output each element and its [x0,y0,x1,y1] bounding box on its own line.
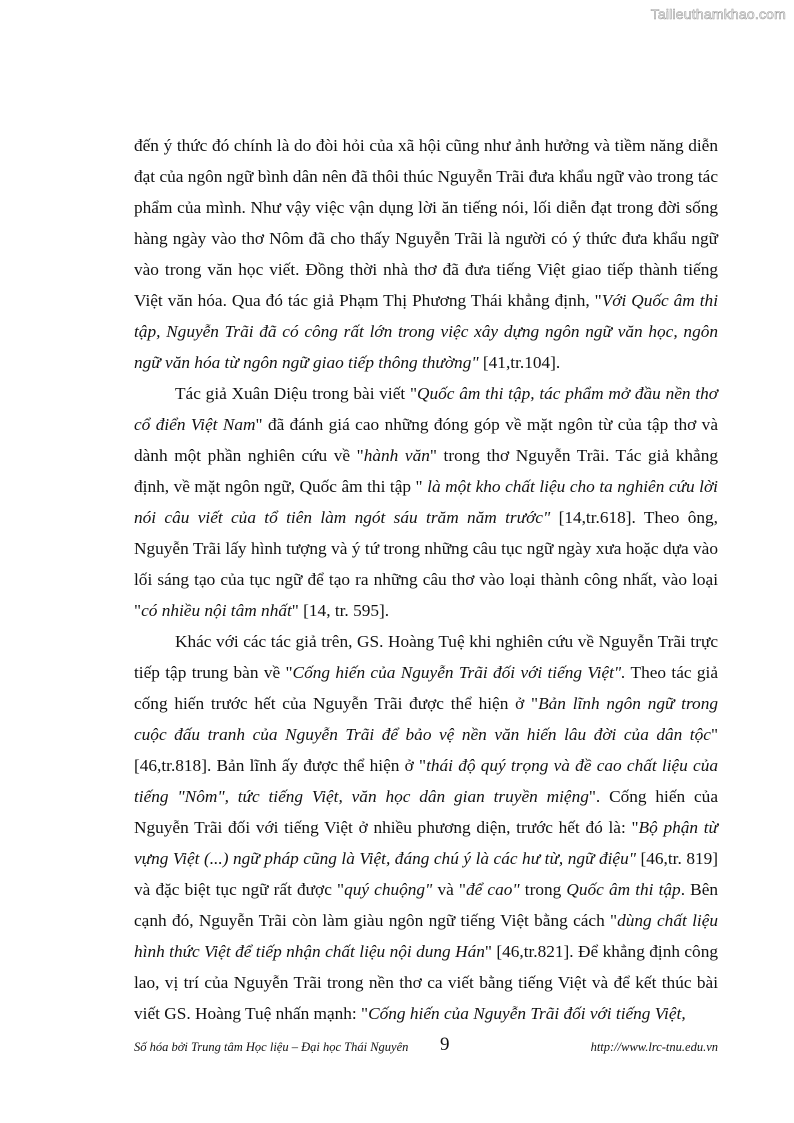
italic-run: Với Quốc âm thi tập, Nguyễn Trãi đã có công rất lớn trong việc xây dựng ngôn ngữ văn học, ngôn ngữ văn hóa từ ngôn ngữ giao tiếp thông thường" [134,291,718,372]
body-text [134,130,718,1029]
page-number: 9 [440,1034,450,1055]
text-run: " trong thơ Nguyễn Trãi. Tác giả khẳng định, về mặt ngôn ngữ, Quốc âm thi tập " [134,446,718,496]
footer-url[interactable]: http://www.lrc-tnu.edu.vn [590,1040,718,1054]
paragraph-2 [134,378,718,626]
italic-run: Bộ phận từ vựng Việt (...) ngữ pháp cũng là Việt, đáng chú ý là các hư từ, ngữ điệu" [134,818,718,868]
italic-run: là một kho chất liệu cho ta nghiên cứu lời nói câu viết của tổ tiên làm ngót sáu trăm năm trước" [134,477,718,527]
text-run: [46,tr. 819] và đặc biệt tục ngữ rất được " [134,849,718,899]
footer-digitized-by: Số hóa bởi Trung tâm Học liệu – Đại học Thái Nguyên [134,1040,409,1054]
text-run: " [46,tr.821]. Để khẳng định công lao, vị trí của Nguyễn Trãi trong nền thơ ca viết bằng tiếng Việt và để kết thúc bài viết GS. Hoàng Tuệ nhấn mạnh: " [134,942,718,1023]
text-run: " đã đánh giá cao những đóng góp về mặt ngôn từ của tập thơ và dành một phần nghiên cứu về " [134,415,718,465]
paragraph-3 [134,626,718,1029]
italic-run: Quốc âm thi tập, tác phẩm mở đầu nền thơ cổ điển Việt Nam [134,384,718,434]
italic-run: Bản lĩnh ngôn ngữ trong cuộc đấu tranh của Nguyễn Trãi để bảo vệ nền văn hiến lâu đời của dân tộc [134,694,718,744]
italic-run: thái độ quý trọng và đề cao chất liệu của tiếng "Nôm", tức tiếng Việt, văn học dân gian truyền miệng [134,756,718,806]
text-run: [41,tr.104]. [478,353,561,372]
text-run: [14,tr.618]. Theo ông, Nguyễn Trãi lấy hình tượng và ý tứ trong những câu tục ngữ ngày xưa hoặc dựa vào lối sáng tạo của tục ngữ để tạo ra những câu thơ vào loại thành công nhất, vào loại " [134,508,718,620]
text-run: . Bên cạnh đó, Nguyễn Trãi còn làm giàu ngôn ngữ tiếng Việt bằng cách " [134,880,719,930]
italic-run: dùng chất liệu hình thức Việt để tiếp nhận chất liệu nội dung Hán [134,911,719,961]
italic-run: để cao" [465,880,520,899]
text-run: và " [432,880,466,899]
text-run: ". Cống hiến của Nguyễn Trãi đối với tiếng Việt ở nhiều phương diện, trước hết đó là: " [134,787,718,837]
page-footer [134,1034,718,1064]
italic-run: Cống hiến của Nguyễn Trãi đối với tiếng Việt, [368,1004,686,1023]
text-run: Tác giả Xuân Diệu trong bài viết " [175,384,418,403]
italic-run: Cống hiến của Nguyễn Trãi đối với tiếng Việt". [292,663,626,682]
italic-run: hành văn [363,446,430,465]
text-run: " [46,tr.818]. Bản lĩnh ấy được thể hiện ở " [134,725,718,775]
italic-run: Quốc âm thi tập [566,880,681,899]
text-run: " [14, tr. 595]. [291,601,390,620]
paragraph-1 [134,130,718,378]
text-run: Theo tác giả cống hiến trước hết của Nguyễn Trãi được thể hiện ở " [134,663,718,713]
text-run: Khác với các tác giả trên, GS. Hoàng Tuệ khi nghiên cứu về Nguyễn Trãi trực tiếp tập trung bàn về " [134,632,718,682]
text-run: đến ý thức đó chính là do đòi hỏi của xã hội cũng như ảnh hưởng và tiềm năng diễn đạt của ngôn ngữ bình dân nên đã thôi thúc Nguyễn Trãi đưa khẩu ngữ vào trong tác phẩm của mình. Như vậy việc vận dụng lời ăn tiếng nói, lối diễn đạt trong đời sống hàng ngày vào thơ Nôm đã cho thấy Nguyễn Trãi là người có ý thức đưa khẩu ngữ vào trong văn học viết. Đồng thời nhà thơ đã đưa tiếng Việt giao tiếp thành tiếng Việt văn hóa. Qua đó tác giả Phạm Thị Phương Thái khẳng định, " [134,136,718,310]
italic-run: có nhiều nội tâm nhất [141,601,292,620]
italic-run: quý chuộng" [344,880,433,899]
text-run: trong [519,880,567,899]
watermark: Tailieuthamkhao.com [650,6,786,22]
